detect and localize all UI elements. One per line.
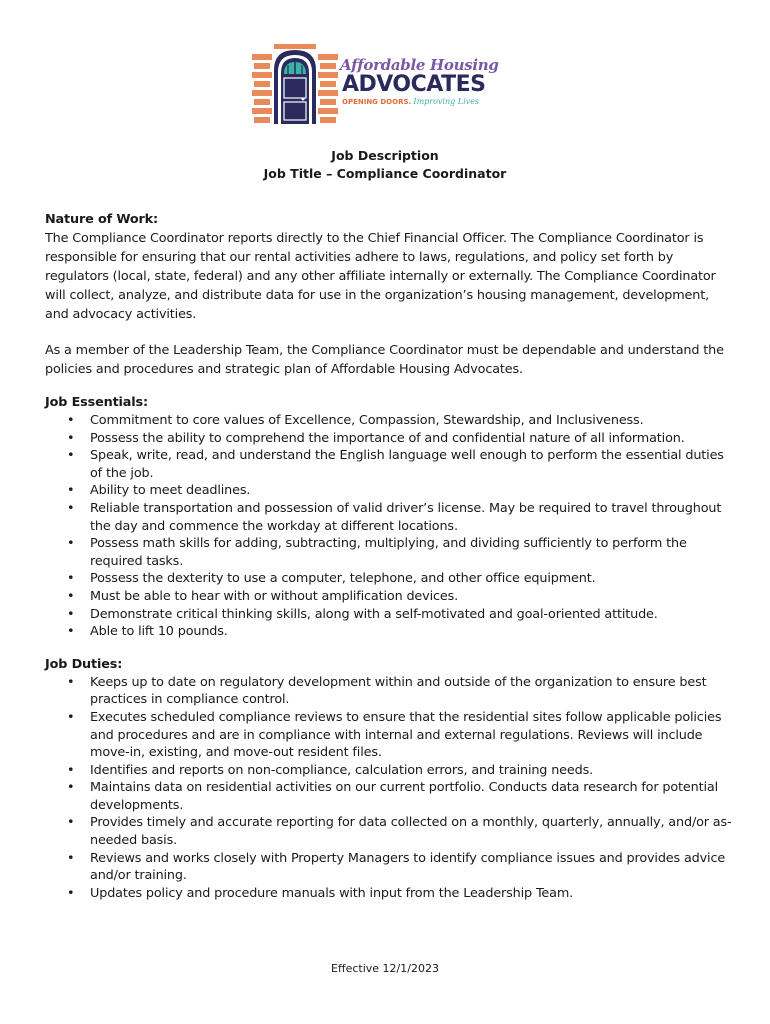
duties-list	[45, 674, 735, 903]
document-type: Job Description	[331, 148, 439, 163]
duties-heading: Job Duties:	[45, 656, 123, 672]
logo-tagline-part1: OPENING DOORS.	[342, 98, 412, 106]
logo-tagline	[342, 96, 512, 108]
list-item: • Possess the ability to comprehend the importance of and confidential nature of all information.	[45, 430, 735, 448]
list-item: • Keeps up to date on regulatory development within and outside of the organization to ensure best practices in compliance control.	[45, 674, 735, 709]
logo-wordmark-main: ADVOCATES	[342, 72, 486, 97]
list-item: • Possess math skills for adding, subtracting, multiplying, and dividing sufficiently to perform the required tasks.	[45, 535, 735, 570]
list-item: • Executes scheduled compliance reviews to ensure that the residential sites follow applicable policies and procedures and are in compliance with internal and external regulations. Reviews will include move-in, existing, and move-out resident files.	[45, 709, 735, 762]
list-item: • Speak, write, read, and understand the English language well enough to perform the essential duties of the job.	[45, 447, 735, 482]
list-item: • Reviews and works closely with Property Managers to identify compliance issues and provides advice and/or training.	[45, 850, 735, 885]
list-item: • Ability to meet deadlines.	[45, 482, 735, 500]
nature-heading: Nature of Work:	[45, 212, 158, 227]
nature-paragraph-2: As a member of the Leadership Team, the Compliance Coordinator must be dependable and understand the policies and procedures and strategic plan of Affordable Housing Advocates.	[45, 343, 724, 377]
document-body	[45, 210, 735, 902]
essentials-list	[45, 412, 735, 641]
list-item: • Reliable transportation and possession of valid driver’s license. May be required to travel throughout the day and commence the workday at different locations.	[45, 500, 735, 535]
list-item: • Must be able to hear with or without amplification devices.	[45, 588, 735, 606]
door-icon	[252, 42, 342, 126]
organization-logo	[252, 42, 512, 132]
logo-wordmark-top: Affordable Housing	[340, 56, 499, 74]
job-title: Job Title – Compliance Coordinator	[263, 166, 507, 181]
effective-date: Effective 12/1/2023	[331, 962, 439, 975]
list-item: • Demonstrate critical thinking skills, along with a self-motivated and goal-oriented attitude.	[45, 606, 735, 624]
list-item: • Updates policy and procedure manuals with input from the Leadership Team.	[45, 885, 735, 903]
list-item: • Possess the dexterity to use a computer, telephone, and other office equipment.	[45, 570, 735, 588]
list-item: • Able to lift 10 pounds.	[45, 623, 735, 641]
essentials-heading: Job Essentials:	[45, 395, 148, 410]
nature-paragraph-1: The Compliance Coordinator reports directly to the Chief Financial Officer. The Compliance Coordinator is responsible for ensuring that our rental activities adhere to laws, regulations, and policy set forth by regulators (local, state, federal) and any other affiliate internally or externally. The Compliance Coordinator will collect, analyze, and distribute data for use in the organization’s housing management, development, and advocacy activities.	[45, 231, 716, 322]
logo-tagline-part2: Improving Lives	[413, 97, 480, 106]
list-item: • Provides timely and accurate reporting for data collected on a monthly, quarterly, annually, and/or as-needed basis.	[45, 814, 735, 849]
list-item: • Commitment to core values of Excellence, Compassion, Stewardship, and Inclusiveness.	[45, 412, 735, 430]
list-item: • Identifies and reports on non-compliance, calculation errors, and training needs.	[45, 762, 735, 780]
list-item: • Maintains data on residential activities on our current portfolio. Conducts data research for potential developments.	[45, 779, 735, 814]
title-block	[0, 147, 770, 183]
